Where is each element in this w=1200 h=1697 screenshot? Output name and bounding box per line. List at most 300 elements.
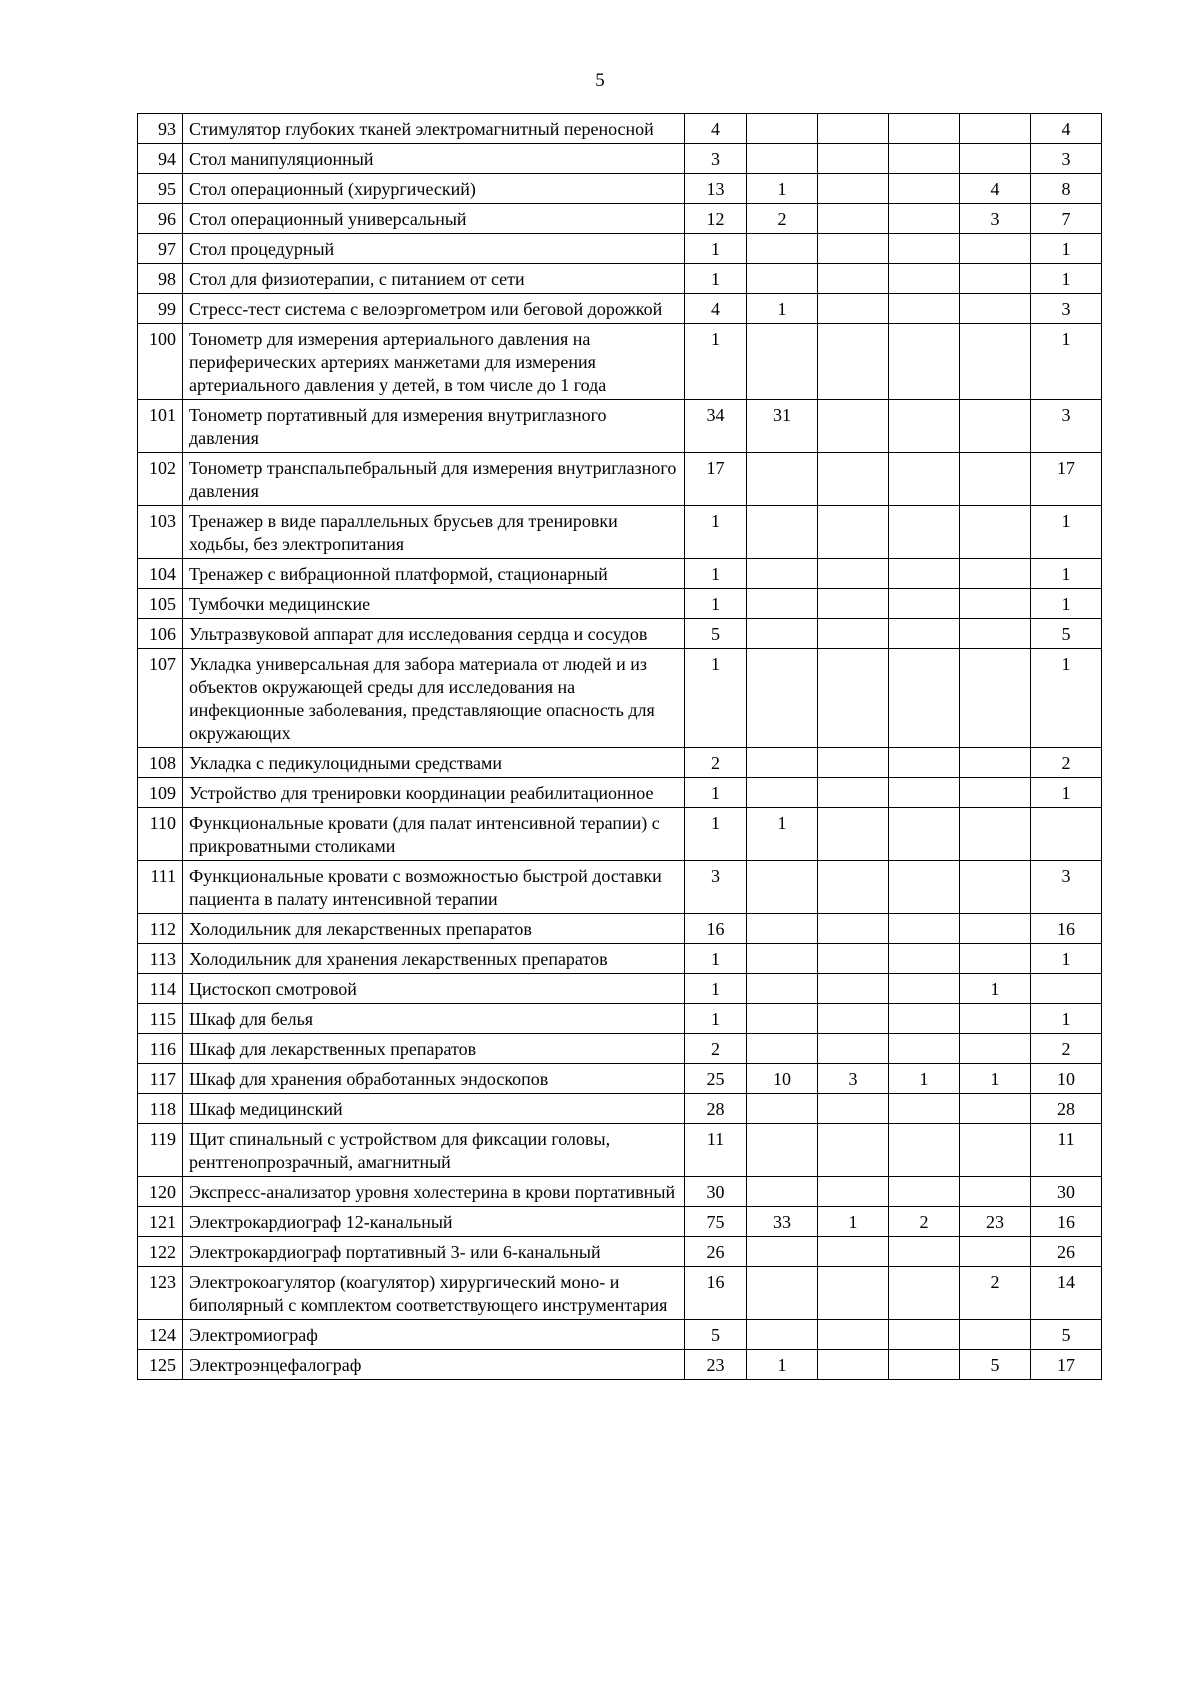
count-col-5-cell	[960, 1237, 1031, 1267]
count-col-5-cell: 3	[960, 204, 1031, 234]
count-col-6-cell: 26	[1031, 1237, 1102, 1267]
table-row	[138, 914, 1102, 944]
count-col-2-cell	[747, 1094, 818, 1124]
table-row	[138, 649, 1102, 748]
count-col-4-cell	[889, 506, 960, 559]
count-col-3-cell	[818, 649, 889, 748]
count-col-6-cell: 3	[1031, 294, 1102, 324]
table-row	[138, 1124, 1102, 1177]
item-name-cell: Тумбочки медицинские	[183, 589, 685, 619]
count-col-3-cell	[818, 294, 889, 324]
item-name-cell: Электрокардиограф портативный 3- или 6-канальный	[183, 1237, 685, 1267]
count-col-4-cell	[889, 861, 960, 914]
item-number-cell: 102	[138, 453, 183, 506]
count-col-6-cell: 1	[1031, 778, 1102, 808]
count-col-3-cell	[818, 808, 889, 861]
count-col-5-cell	[960, 649, 1031, 748]
item-name-cell: Тонометр портативный для измерения внутриглазного давления	[183, 400, 685, 453]
table-row	[138, 1207, 1102, 1237]
item-number-cell: 118	[138, 1094, 183, 1124]
item-number-cell: 117	[138, 1064, 183, 1094]
count-col-3-cell	[818, 914, 889, 944]
item-number-cell: 111	[138, 861, 183, 914]
table-row	[138, 453, 1102, 506]
count-col-2-cell	[747, 974, 818, 1004]
item-name-cell: Ультразвуковой аппарат для исследования сердца и сосудов	[183, 619, 685, 649]
total-count-cell: 16	[685, 914, 747, 944]
count-col-3-cell	[818, 748, 889, 778]
count-col-5-cell	[960, 861, 1031, 914]
count-col-3-cell	[818, 589, 889, 619]
count-col-2-cell	[747, 559, 818, 589]
item-number-cell: 121	[138, 1207, 183, 1237]
table-row	[138, 144, 1102, 174]
item-number-cell: 93	[138, 114, 183, 144]
count-col-2-cell	[747, 1267, 818, 1320]
total-count-cell: 1	[685, 778, 747, 808]
count-col-2-cell: 1	[747, 294, 818, 324]
item-number-cell: 107	[138, 649, 183, 748]
count-col-6-cell: 1	[1031, 506, 1102, 559]
count-col-2-cell	[747, 944, 818, 974]
count-col-2-cell	[747, 1034, 818, 1064]
item-name-cell: Укладка с педикулоцидными средствами	[183, 748, 685, 778]
count-col-6-cell: 2	[1031, 748, 1102, 778]
count-col-6-cell: 5	[1031, 1320, 1102, 1350]
item-number-cell: 105	[138, 589, 183, 619]
item-name-cell: Шкаф медицинский	[183, 1094, 685, 1124]
count-col-6-cell: 4	[1031, 114, 1102, 144]
count-col-5-cell	[960, 1004, 1031, 1034]
count-col-4-cell	[889, 264, 960, 294]
count-col-2-cell: 1	[747, 174, 818, 204]
count-col-3-cell	[818, 1237, 889, 1267]
item-name-cell: Тренажер в виде параллельных брусьев для тренировки ходьбы, без электропитания	[183, 506, 685, 559]
total-count-cell: 26	[685, 1237, 747, 1267]
item-name-cell: Стресс-тест система с велоэргометром или беговой дорожкой	[183, 294, 685, 324]
table-row	[138, 808, 1102, 861]
count-col-4-cell	[889, 1034, 960, 1064]
count-col-4-cell	[889, 400, 960, 453]
item-number-cell: 110	[138, 808, 183, 861]
item-name-cell: Стол операционный (хирургический)	[183, 174, 685, 204]
total-count-cell: 1	[685, 808, 747, 861]
item-name-cell: Шкаф для хранения обработанных эндоскопов	[183, 1064, 685, 1094]
item-name-cell: Электрокоагулятор (коагулятор) хирургический моно- и биполярный с комплектом соответствующего инструментария	[183, 1267, 685, 1320]
item-number-cell: 109	[138, 778, 183, 808]
total-count-cell: 4	[685, 114, 747, 144]
count-col-6-cell: 17	[1031, 453, 1102, 506]
count-col-3-cell	[818, 114, 889, 144]
count-col-6-cell: 16	[1031, 1207, 1102, 1237]
count-col-3-cell	[818, 264, 889, 294]
count-col-2-cell	[747, 114, 818, 144]
item-number-cell: 103	[138, 506, 183, 559]
table-row	[138, 748, 1102, 778]
count-col-4-cell	[889, 234, 960, 264]
total-count-cell: 1	[685, 944, 747, 974]
count-col-3-cell	[818, 1267, 889, 1320]
total-count-cell: 1	[685, 589, 747, 619]
table-row	[138, 234, 1102, 264]
count-col-3-cell: 3	[818, 1064, 889, 1094]
table-row	[138, 174, 1102, 204]
total-count-cell: 1	[685, 649, 747, 748]
count-col-6-cell: 16	[1031, 914, 1102, 944]
count-col-2-cell	[747, 914, 818, 944]
count-col-2-cell	[747, 778, 818, 808]
count-col-3-cell	[818, 1094, 889, 1124]
item-number-cell: 97	[138, 234, 183, 264]
count-col-5-cell	[960, 778, 1031, 808]
count-col-5-cell	[960, 324, 1031, 400]
item-name-cell: Тонометр транспальпебральный для измерения внутриглазного давления	[183, 453, 685, 506]
item-name-cell: Тонометр для измерения артериального давления на периферических артериях манжетами для измерения артериального давления у детей, в том числе до 1 года	[183, 324, 685, 400]
total-count-cell: 17	[685, 453, 747, 506]
item-number-cell: 95	[138, 174, 183, 204]
item-name-cell: Укладка универсальная для забора материала от людей и из объектов окружающей среды для исследования на инфекционные заболевания, представляющие опасность для окружающих	[183, 649, 685, 748]
count-col-3-cell	[818, 974, 889, 1004]
total-count-cell: 34	[685, 400, 747, 453]
count-col-6-cell: 1	[1031, 324, 1102, 400]
item-name-cell: Функциональные кровати с возможностью быстрой доставки пациента в палату интенсивной терапии	[183, 861, 685, 914]
count-col-6-cell	[1031, 974, 1102, 1004]
count-col-2-cell	[747, 748, 818, 778]
count-col-3-cell	[818, 778, 889, 808]
count-col-3-cell	[818, 861, 889, 914]
count-col-4-cell	[889, 1267, 960, 1320]
table-row	[138, 861, 1102, 914]
count-col-4-cell	[889, 974, 960, 1004]
count-col-4-cell	[889, 144, 960, 174]
table-row	[138, 1320, 1102, 1350]
count-col-2-cell	[747, 264, 818, 294]
item-number-cell: 104	[138, 559, 183, 589]
count-col-3-cell	[818, 1004, 889, 1034]
item-number-cell: 116	[138, 1034, 183, 1064]
total-count-cell: 23	[685, 1350, 747, 1380]
count-col-6-cell: 8	[1031, 174, 1102, 204]
count-col-6-cell: 2	[1031, 1034, 1102, 1064]
table-row	[138, 778, 1102, 808]
count-col-5-cell	[960, 264, 1031, 294]
item-number-cell: 125	[138, 1350, 183, 1380]
item-number-cell: 94	[138, 144, 183, 174]
count-col-4-cell	[889, 1237, 960, 1267]
total-count-cell: 11	[685, 1124, 747, 1177]
count-col-4-cell	[889, 174, 960, 204]
count-col-3-cell	[818, 324, 889, 400]
total-count-cell: 2	[685, 748, 747, 778]
table-row	[138, 1094, 1102, 1124]
count-col-4-cell	[889, 944, 960, 974]
item-number-cell: 96	[138, 204, 183, 234]
item-name-cell: Холодильник для лекарственных препаратов	[183, 914, 685, 944]
count-col-5-cell	[960, 400, 1031, 453]
item-number-cell: 101	[138, 400, 183, 453]
equipment-table-body	[138, 114, 1102, 1380]
count-col-5-cell	[960, 559, 1031, 589]
total-count-cell: 28	[685, 1094, 747, 1124]
count-col-5-cell	[960, 914, 1031, 944]
table-row	[138, 294, 1102, 324]
item-name-cell: Щит спинальный с устройством для фиксации головы, рентгенопрозрачный, амагнитный	[183, 1124, 685, 1177]
count-col-3-cell	[818, 506, 889, 559]
count-col-6-cell: 1	[1031, 559, 1102, 589]
count-col-4-cell	[889, 649, 960, 748]
item-name-cell: Функциональные кровати (для палат интенсивной терапии) с прикроватными столиками	[183, 808, 685, 861]
item-name-cell: Стол манипуляционный	[183, 144, 685, 174]
table-row	[138, 974, 1102, 1004]
table-row	[138, 1064, 1102, 1094]
count-col-2-cell	[747, 1237, 818, 1267]
item-name-cell: Стол операционный универсальный	[183, 204, 685, 234]
count-col-4-cell	[889, 1350, 960, 1380]
item-name-cell: Цистоскоп смотровой	[183, 974, 685, 1004]
count-col-2-cell	[747, 1177, 818, 1207]
item-number-cell: 114	[138, 974, 183, 1004]
count-col-5-cell	[960, 1094, 1031, 1124]
total-count-cell: 30	[685, 1177, 747, 1207]
count-col-2-cell: 10	[747, 1064, 818, 1094]
table-row	[138, 506, 1102, 559]
count-col-3-cell	[818, 1320, 889, 1350]
total-count-cell: 1	[685, 559, 747, 589]
count-col-3-cell	[818, 204, 889, 234]
table-row	[138, 400, 1102, 453]
count-col-2-cell	[747, 619, 818, 649]
count-col-3-cell	[818, 453, 889, 506]
count-col-3-cell	[818, 174, 889, 204]
count-col-4-cell	[889, 1124, 960, 1177]
count-col-2-cell	[747, 649, 818, 748]
count-col-2-cell: 2	[747, 204, 818, 234]
item-number-cell: 115	[138, 1004, 183, 1034]
total-count-cell: 25	[685, 1064, 747, 1094]
item-number-cell: 120	[138, 1177, 183, 1207]
count-col-2-cell: 31	[747, 400, 818, 453]
count-col-2-cell	[747, 1004, 818, 1034]
count-col-3-cell	[818, 619, 889, 649]
total-count-cell: 1	[685, 324, 747, 400]
count-col-3-cell	[818, 944, 889, 974]
table-row	[138, 1177, 1102, 1207]
count-col-2-cell	[747, 589, 818, 619]
count-col-4-cell	[889, 1004, 960, 1034]
count-col-4-cell	[889, 589, 960, 619]
count-col-5-cell: 23	[960, 1207, 1031, 1237]
table-row	[138, 944, 1102, 974]
total-count-cell: 1	[685, 974, 747, 1004]
count-col-2-cell	[747, 861, 818, 914]
table-row	[138, 1034, 1102, 1064]
count-col-5-cell	[960, 619, 1031, 649]
item-number-cell: 100	[138, 324, 183, 400]
item-name-cell: Тренажер с вибрационной платформой, стационарный	[183, 559, 685, 589]
count-col-6-cell: 14	[1031, 1267, 1102, 1320]
count-col-4-cell	[889, 1177, 960, 1207]
count-col-6-cell: 3	[1031, 144, 1102, 174]
count-col-4-cell	[889, 204, 960, 234]
item-name-cell: Шкаф для белья	[183, 1004, 685, 1034]
table-row	[138, 1004, 1102, 1034]
count-col-6-cell: 1	[1031, 264, 1102, 294]
total-count-cell: 3	[685, 144, 747, 174]
count-col-4-cell	[889, 748, 960, 778]
count-col-5-cell: 4	[960, 174, 1031, 204]
count-col-4-cell	[889, 559, 960, 589]
count-col-3-cell	[818, 559, 889, 589]
count-col-2-cell	[747, 506, 818, 559]
count-col-4-cell	[889, 778, 960, 808]
equipment-table	[137, 113, 1102, 1380]
item-number-cell: 108	[138, 748, 183, 778]
total-count-cell: 75	[685, 1207, 747, 1237]
item-name-cell: Устройство для тренировки координации реабилитационное	[183, 778, 685, 808]
count-col-5-cell: 5	[960, 1350, 1031, 1380]
table-row	[138, 1267, 1102, 1320]
count-col-2-cell	[747, 453, 818, 506]
count-col-3-cell	[818, 1124, 889, 1177]
count-col-3-cell	[818, 400, 889, 453]
count-col-6-cell	[1031, 808, 1102, 861]
count-col-6-cell: 5	[1031, 619, 1102, 649]
count-col-4-cell	[889, 453, 960, 506]
count-col-4-cell	[889, 114, 960, 144]
item-name-cell: Шкаф для лекарственных препаратов	[183, 1034, 685, 1064]
count-col-2-cell: 1	[747, 808, 818, 861]
count-col-5-cell	[960, 1034, 1031, 1064]
total-count-cell: 1	[685, 506, 747, 559]
total-count-cell: 16	[685, 1267, 747, 1320]
count-col-6-cell: 1	[1031, 649, 1102, 748]
count-col-3-cell	[818, 234, 889, 264]
total-count-cell: 5	[685, 619, 747, 649]
count-col-5-cell	[960, 114, 1031, 144]
item-name-cell: Холодильник для хранения лекарственных препаратов	[183, 944, 685, 974]
total-count-cell: 12	[685, 204, 747, 234]
count-col-5-cell	[960, 1124, 1031, 1177]
item-number-cell: 123	[138, 1267, 183, 1320]
page-number: 5	[595, 70, 605, 91]
count-col-5-cell	[960, 748, 1031, 778]
count-col-6-cell: 10	[1031, 1064, 1102, 1094]
count-col-4-cell	[889, 1320, 960, 1350]
item-number-cell: 122	[138, 1237, 183, 1267]
count-col-2-cell	[747, 144, 818, 174]
count-col-6-cell: 1	[1031, 944, 1102, 974]
count-col-2-cell: 33	[747, 1207, 818, 1237]
count-col-2-cell	[747, 234, 818, 264]
count-col-5-cell	[960, 453, 1031, 506]
count-col-6-cell: 28	[1031, 1094, 1102, 1124]
total-count-cell: 13	[685, 174, 747, 204]
item-name-cell: Стимулятор глубоких тканей электромагнитный переносной	[183, 114, 685, 144]
count-col-6-cell: 30	[1031, 1177, 1102, 1207]
count-col-6-cell: 1	[1031, 234, 1102, 264]
table-row	[138, 619, 1102, 649]
count-col-5-cell	[960, 944, 1031, 974]
count-col-5-cell	[960, 1177, 1031, 1207]
item-name-cell: Электроэнцефалограф	[183, 1350, 685, 1380]
item-number-cell: 99	[138, 294, 183, 324]
table-row	[138, 114, 1102, 144]
count-col-3-cell	[818, 1350, 889, 1380]
count-col-2-cell	[747, 324, 818, 400]
count-col-2-cell	[747, 1320, 818, 1350]
count-col-5-cell	[960, 234, 1031, 264]
table-row	[138, 204, 1102, 234]
total-count-cell: 3	[685, 861, 747, 914]
count-col-2-cell	[747, 1124, 818, 1177]
count-col-5-cell: 1	[960, 974, 1031, 1004]
item-name-cell: Экспресс-анализатор уровня холестерина в крови портативный	[183, 1177, 685, 1207]
count-col-2-cell: 1	[747, 1350, 818, 1380]
count-col-4-cell: 1	[889, 1064, 960, 1094]
count-col-6-cell: 3	[1031, 861, 1102, 914]
item-number-cell: 113	[138, 944, 183, 974]
count-col-5-cell	[960, 144, 1031, 174]
count-col-4-cell	[889, 619, 960, 649]
count-col-5-cell	[960, 1320, 1031, 1350]
count-col-6-cell: 1	[1031, 1004, 1102, 1034]
count-col-5-cell	[960, 294, 1031, 324]
item-number-cell: 124	[138, 1320, 183, 1350]
total-count-cell: 1	[685, 234, 747, 264]
table-row	[138, 324, 1102, 400]
count-col-6-cell: 11	[1031, 1124, 1102, 1177]
count-col-4-cell	[889, 914, 960, 944]
table-row	[138, 559, 1102, 589]
total-count-cell: 2	[685, 1034, 747, 1064]
table-row	[138, 589, 1102, 619]
item-number-cell: 119	[138, 1124, 183, 1177]
count-col-5-cell	[960, 808, 1031, 861]
item-number-cell: 98	[138, 264, 183, 294]
total-count-cell: 1	[685, 1004, 747, 1034]
item-name-cell: Стол для физиотерапии, с питанием от сети	[183, 264, 685, 294]
total-count-cell: 5	[685, 1320, 747, 1350]
count-col-5-cell: 2	[960, 1267, 1031, 1320]
count-col-6-cell: 17	[1031, 1350, 1102, 1380]
item-number-cell: 106	[138, 619, 183, 649]
item-number-cell: 112	[138, 914, 183, 944]
count-col-5-cell	[960, 506, 1031, 559]
total-count-cell: 1	[685, 264, 747, 294]
count-col-3-cell	[818, 1177, 889, 1207]
count-col-6-cell: 7	[1031, 204, 1102, 234]
table-row	[138, 264, 1102, 294]
count-col-3-cell	[818, 1034, 889, 1064]
count-col-3-cell	[818, 144, 889, 174]
count-col-4-cell	[889, 808, 960, 861]
count-col-4-cell	[889, 1094, 960, 1124]
count-col-5-cell	[960, 589, 1031, 619]
count-col-4-cell	[889, 324, 960, 400]
total-count-cell: 4	[685, 294, 747, 324]
item-name-cell: Электромиограф	[183, 1320, 685, 1350]
count-col-4-cell: 2	[889, 1207, 960, 1237]
table-row	[138, 1350, 1102, 1380]
count-col-5-cell: 1	[960, 1064, 1031, 1094]
table-row	[138, 1237, 1102, 1267]
count-col-4-cell	[889, 294, 960, 324]
count-col-6-cell: 3	[1031, 400, 1102, 453]
count-col-3-cell: 1	[818, 1207, 889, 1237]
count-col-6-cell: 1	[1031, 589, 1102, 619]
item-name-cell: Стол процедурный	[183, 234, 685, 264]
item-name-cell: Электрокардиограф 12-канальный	[183, 1207, 685, 1237]
